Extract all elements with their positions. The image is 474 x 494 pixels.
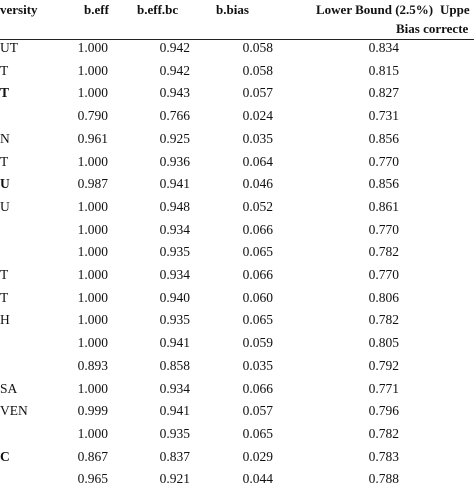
row-university: C	[0, 448, 10, 464]
row-b-eff-bc: 0.941	[159, 403, 190, 419]
row-b-eff-bc: 0.766	[159, 108, 190, 124]
row-b-eff: 0.893	[77, 357, 108, 373]
row-b-eff: 1.000	[77, 244, 108, 260]
row-lower-bound: 0.792	[368, 357, 399, 373]
row-b-bias: 0.059	[242, 335, 273, 351]
row-b-bias: 0.065	[242, 312, 273, 328]
row-b-eff: 0.790	[77, 108, 108, 124]
table-row	[0, 40, 474, 63]
table-row	[0, 335, 474, 358]
row-lower-bound: 0.770	[368, 153, 399, 169]
table-row	[0, 85, 474, 108]
row-university: UT	[0, 40, 18, 55]
row-lower-bound: 0.805	[368, 335, 399, 351]
row-b-eff-bc: 0.942	[159, 62, 190, 78]
row-b-eff-bc: 0.940	[159, 289, 190, 305]
row-university: U	[0, 198, 10, 214]
row-b-bias: 0.035	[242, 357, 273, 373]
row-b-bias: 0.044	[242, 471, 273, 487]
table-row	[0, 312, 474, 335]
row-lower-bound: 0.782	[368, 312, 399, 328]
row-b-bias: 0.058	[242, 62, 273, 78]
row-lower-bound: 0.861	[368, 198, 399, 214]
row-university: SA	[0, 380, 18, 396]
row-b-eff-bc: 0.941	[159, 176, 190, 192]
header-b-eff: b.eff	[84, 2, 109, 17]
row-lower-bound: 0.806	[368, 289, 399, 305]
row-university: T	[0, 85, 10, 101]
header-bias-corrected: Bias correcte	[396, 21, 469, 36]
table-row	[0, 176, 474, 199]
row-b-bias: 0.066	[242, 267, 273, 282]
row-b-bias: 0.057	[242, 403, 273, 419]
row-b-bias: 0.029	[242, 448, 273, 464]
header-university: versity	[0, 2, 38, 17]
row-b-eff-bc: 0.934	[159, 267, 190, 282]
row-lower-bound: 0.788	[368, 471, 399, 487]
header-b-eff-bc: b.eff.bc	[137, 2, 179, 17]
row-b-eff: 0.999	[77, 403, 108, 419]
table-row	[0, 108, 474, 131]
table-row	[0, 267, 474, 290]
table-row	[0, 199, 474, 222]
table-row	[0, 449, 474, 472]
row-b-eff-bc: 0.921	[159, 471, 190, 487]
row-university: H	[0, 312, 10, 328]
row-lower-bound: 0.782	[368, 425, 399, 441]
row-b-bias: 0.065	[242, 244, 273, 260]
header-upper-bound: Uppe	[440, 2, 470, 17]
table-row	[0, 471, 474, 494]
row-b-eff-bc: 0.936	[159, 153, 190, 169]
row-b-eff: 0.987	[77, 176, 108, 192]
row-b-bias: 0.058	[242, 40, 273, 55]
table-row	[0, 63, 474, 86]
row-b-eff: 1.000	[77, 85, 108, 101]
row-b-eff-bc: 0.948	[159, 198, 190, 214]
row-university: N	[0, 130, 10, 146]
row-b-eff-bc: 0.943	[159, 85, 190, 101]
row-lower-bound: 0.783	[368, 448, 399, 464]
header-lower-bound: Lower Bound (2.5%)	[316, 2, 434, 17]
row-b-eff: 1.000	[77, 335, 108, 351]
row-b-eff: 1.000	[77, 62, 108, 78]
table-row	[0, 290, 474, 313]
row-lower-bound: 0.770	[368, 221, 399, 237]
row-b-eff: 0.961	[77, 130, 108, 146]
row-lower-bound: 0.815	[368, 62, 399, 78]
row-b-eff-bc: 0.942	[159, 40, 190, 55]
row-lower-bound: 0.782	[368, 244, 399, 260]
row-b-eff-bc: 0.934	[159, 221, 190, 237]
row-b-eff: 1.000	[77, 425, 108, 441]
row-b-eff-bc: 0.935	[159, 425, 190, 441]
row-lower-bound: 0.731	[368, 108, 399, 124]
row-b-eff: 1.000	[77, 267, 108, 282]
row-b-bias: 0.066	[242, 380, 273, 396]
row-b-eff: 1.000	[77, 153, 108, 169]
row-b-eff: 0.867	[77, 448, 108, 464]
row-lower-bound: 0.856	[368, 176, 399, 192]
row-b-eff-bc: 0.935	[159, 244, 190, 260]
row-b-bias: 0.024	[242, 108, 273, 124]
row-b-eff: 1.000	[77, 40, 108, 55]
row-b-eff: 1.000	[77, 312, 108, 328]
row-university: T	[0, 289, 9, 305]
row-b-eff-bc: 0.837	[159, 448, 190, 464]
table-row	[0, 154, 474, 177]
table-row	[0, 381, 474, 404]
row-university: T	[0, 153, 9, 169]
row-b-eff: 1.000	[77, 221, 108, 237]
row-b-bias: 0.066	[242, 221, 273, 237]
row-b-bias: 0.035	[242, 130, 273, 146]
row-b-eff: 1.000	[77, 380, 108, 396]
table-row	[0, 244, 474, 267]
row-b-bias: 0.060	[242, 289, 273, 305]
row-b-bias: 0.065	[242, 425, 273, 441]
table-row	[0, 403, 474, 426]
row-b-bias: 0.046	[242, 176, 273, 192]
row-university: VEN	[0, 403, 28, 419]
row-university: T	[0, 62, 9, 78]
row-lower-bound: 0.856	[368, 130, 399, 146]
table-row	[0, 426, 474, 449]
row-b-bias: 0.064	[242, 153, 273, 169]
row-lower-bound: 0.770	[368, 267, 399, 282]
row-lower-bound: 0.827	[368, 85, 399, 101]
row-university: U	[0, 176, 10, 192]
row-b-eff-bc: 0.925	[159, 130, 190, 146]
row-b-bias: 0.057	[242, 85, 273, 101]
row-b-eff: 0.965	[77, 471, 108, 487]
row-b-eff-bc: 0.941	[159, 335, 190, 351]
row-b-eff: 1.000	[77, 289, 108, 305]
table-row	[0, 222, 474, 245]
row-lower-bound: 0.796	[368, 403, 399, 419]
table-row	[0, 358, 474, 381]
row-b-eff-bc: 0.934	[159, 380, 190, 396]
row-b-eff-bc: 0.858	[159, 357, 190, 373]
row-b-eff: 1.000	[77, 198, 108, 214]
table-row	[0, 131, 474, 154]
row-b-bias: 0.052	[242, 198, 273, 214]
header-b-bias: b.bias	[216, 2, 249, 17]
row-b-eff-bc: 0.935	[159, 312, 190, 328]
row-lower-bound: 0.771	[368, 380, 399, 396]
row-university: T	[0, 267, 9, 282]
row-lower-bound: 0.834	[368, 40, 399, 55]
